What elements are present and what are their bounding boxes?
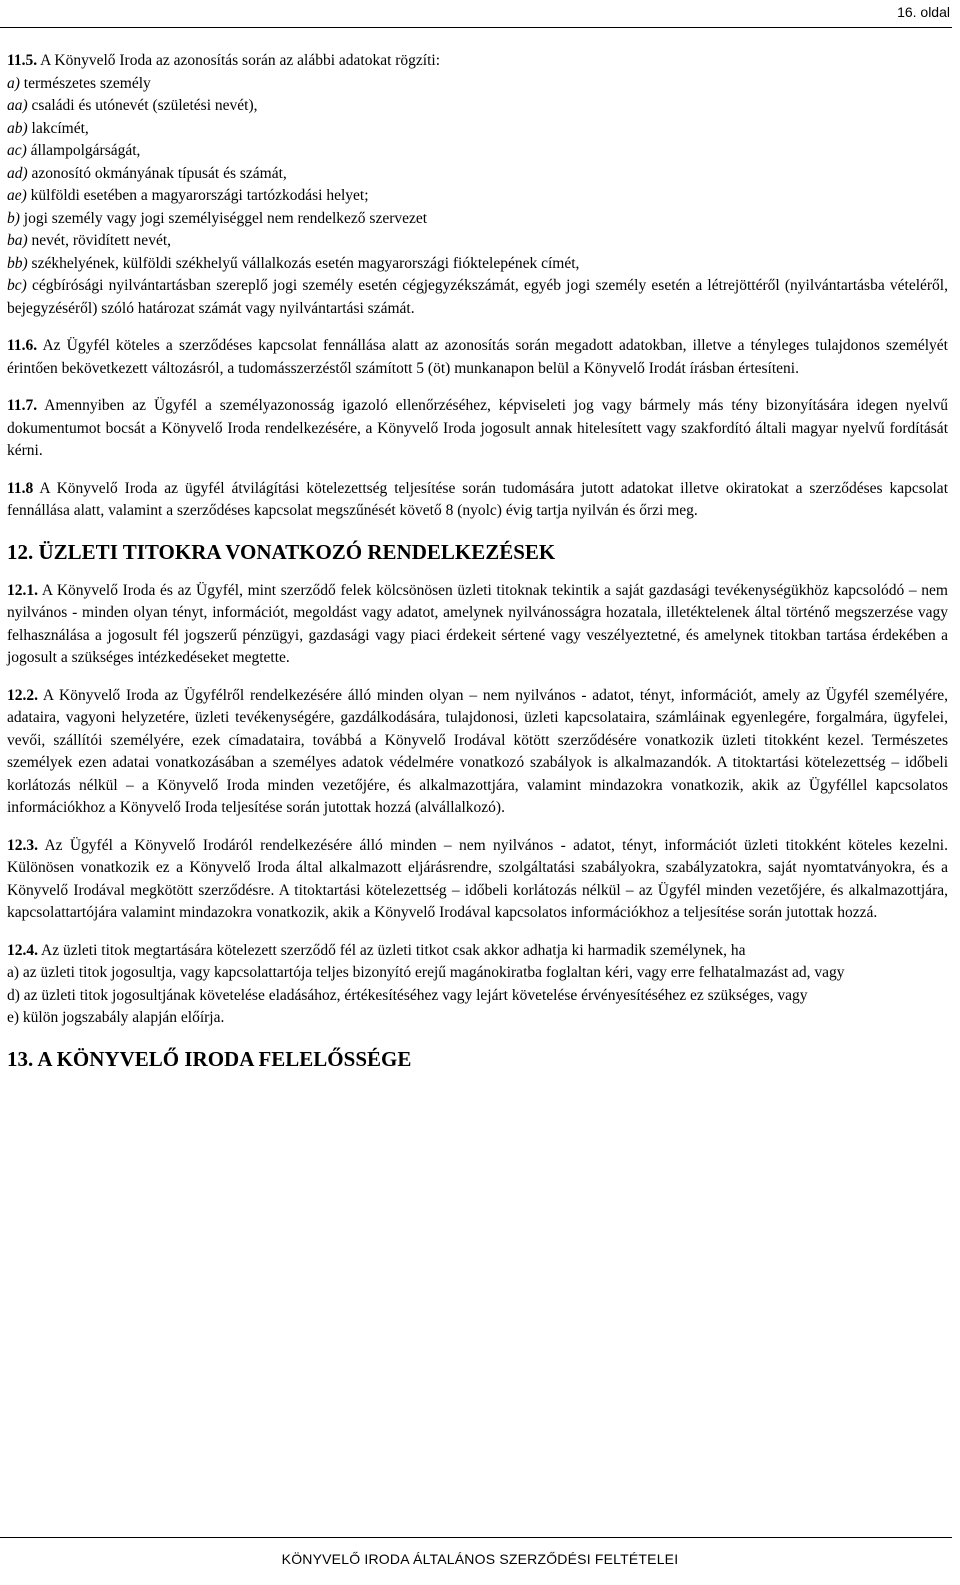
section-12-4 — [7, 940, 948, 1030]
item-text: azonosító okmányának típusát és számát, — [27, 164, 287, 182]
list-item — [7, 163, 948, 186]
footer-title: KÖNYVELŐ IRODA ÁLTALÁNOS SZERZŐDÉSI FELTÉTELEI — [281, 1551, 679, 1567]
item-marker: ae) — [7, 187, 27, 204]
section-number: 11.5. — [7, 52, 38, 69]
item-marker: bb) — [7, 254, 28, 272]
section-number: 12.3. — [7, 836, 38, 854]
section-11-7 — [7, 395, 948, 463]
list-item — [7, 140, 948, 163]
footer-rule — [0, 1537, 952, 1538]
section-text: A Könyvelő Iroda az Ügyfélről rendelkezésére álló minden olyan – nem nyilvános - adatot, tényt, információt, amely az Ügyfél személyére, adataira, vagyoni helyzetére, üzleti tevékenységére, gazdálkodására, tulajdonosi, üzleti kapcsolataira, számláinak egyenlegére, forgalmára, ügyfelei, vevői, szállítói személyére, ezek címadataira, továbbá a Könyvelő Irodával kötött szerződésére vonatkozik üzleti titokként kezel. Természetes személyek ezen adatai vonatkozásában a személyes adatok védelmére vonatkozó szabályok is alkalmazandók. A titoktartási kötelezettség – időbeli korlátozás nélkül – a Könyvelő Iroda minden vezetőjére, és alkalmazottjára, valamint mindazokra vonatkozik, akik az Ügyféllel kapcsolatos információkhoz a Könyvelő Iroda teljesítése során jutottak hozzá (alvállalkozó). — [7, 686, 948, 816]
list-item — [7, 208, 948, 231]
item-text: természetes személy — [19, 74, 151, 92]
list-item — [7, 275, 948, 320]
section-11-5 — [7, 50, 948, 320]
item-text: jogi személy vagy jogi személyiséggel nem rendelkező szervezet — [19, 209, 428, 227]
item-marker: a) — [7, 74, 20, 92]
list-item — [7, 185, 948, 208]
section-11-5-intro — [7, 50, 948, 73]
list-item: a) az üzleti titok jogosultja, vagy kapcsolattartója teljes bizonyító erejű magánokiratba foglaltan kéri, vagy erre felhatalmazást ad, vagy — [7, 964, 845, 981]
section-text: A Könyvelő Iroda az ügyfél átvilágítási kötelezettség teljesítése során tudomására jutott adatokat illetve okiratokat a szerződéses kapcsolat fennállása alatt, valamint a szerződéses kapcsolat megszűnését követő 8 (nyolc) évig tartja nyilván és őrzi meg. — [7, 479, 948, 519]
item-text: nevét, rövidített nevét, — [27, 232, 172, 249]
section-text: Az Ügyfél a Könyvelő Irodáról rendelkezésére álló minden – nem nyilvános - adatot, tényt, információt üzleti titokként köteles kezelni. Különösen vonatkozik ez a Könyvelő Iroda által alkalmazott eljárásrendre, szolgáltatási szabályokra, szabályzatokra, saját nyomtatványokra, és a Könyvelő Irodával megkötött szerződésre. A titoktartási kötelezettség – időbeli korlátozás nélkül – az Ügyfél minden vezetőjére, és alkalmazottjára, kapcsolattartójára valamint mindazokra vonatkozik, akik a Könyvelő Irodával kapcsolatos információkhoz a teljesítése során jutottak hozzá. — [7, 836, 948, 921]
item-text: külföldi esetében a magyarországi tartózkodási helyet; — [26, 187, 369, 204]
section-11-8 — [7, 478, 948, 523]
list-item: d) az üzleti titok jogosultjának követelése eladásához, értékesítéséhez vagy lejárt követelése érvényesítéséhez ez szükséges, vagy — [7, 986, 808, 1004]
item-text: lakcímét, — [27, 119, 89, 137]
section-12-4-intro — [7, 940, 948, 963]
section-12-3 — [7, 835, 948, 925]
section-12-2 — [7, 685, 948, 820]
list-item — [7, 95, 948, 118]
section-12-1 — [7, 580, 948, 670]
heading-section-12: 12. ÜZLETI TITOKRA VONATKOZÓ RENDELKEZÉSEK — [7, 539, 556, 564]
list-item — [7, 118, 948, 141]
section-text: Amennyiben az Ügyfél a személyazonosság igazoló ellenőrzéséhez, képviseleti jog vagy bármely más tény bizonyítására idegen nyelvű dokumentumot bocsát a Könyvelő Iroda rendelkezésére, a Könyvelő Iroda jogosult annak hitelesített vagy szakfordító általi magyar nyelvű fordítását kérni. — [7, 397, 948, 459]
item-text: cégbírósági nyilvántartásban szereplő jogi személy esetén cégjegyzékszámát, egyéb jogi személy esetén a létrejöttéről (nyilvántartásba vételéről, bejegyzéséről) szóló határozat számát vagy nyilvántartási számát. — [7, 277, 948, 317]
item-marker: b) — [7, 209, 20, 227]
item-text: székhelyének, külföldi székhelyű vállalkozás esetén magyarországi fióktelepének címét, — [27, 254, 580, 272]
list-item: e) külön jogszabály alapján előírja. — [7, 1009, 225, 1026]
item-marker: ac) — [7, 142, 27, 159]
item-marker: aa) — [7, 97, 28, 114]
document-body — [7, 50, 948, 1087]
item-marker: ad) — [7, 164, 28, 182]
section-text: A Könyvelő Iroda és az Ügyfél, mint szerződő felek kölcsönösen üzleti titoknak tekintik a saját gazdasági tevékenységükhöz kapcsolódó – nem nyilvános - minden olyan tényt, információt, megoldást vagy adatot, amelynek nyilvánosságra hozatala, illetéktelenek által történő megszerzése vagy felhasználása a jogosult fél jogszerű pénzügyi, gazdasági vagy piaci érdekeit sértené vagy veszélyeztetné, és amelynek titokban tartása érdekében a jogosult a szükséges intézkedéseket megtette. — [7, 581, 948, 666]
item-marker: ab) — [7, 119, 28, 137]
section-number: 12.4. — [7, 941, 38, 959]
section-text: A Könyvelő Iroda az azonosítás során az alábbi adatokat rögzíti: — [37, 52, 441, 69]
section-number: 11.7. — [7, 397, 38, 414]
section-number: 11.8 — [7, 479, 34, 497]
section-text: Az üzleti titok megtartására kötelezett szerződő fél az üzleti titkot csak akkor adhatja ki harmadik személynek, ha — [38, 941, 746, 959]
list-item — [7, 253, 948, 276]
item-text: állampolgárságát, — [26, 142, 141, 159]
item-marker: bc) — [7, 277, 27, 294]
list-item — [7, 73, 948, 96]
section-number: 12.2. — [7, 686, 38, 704]
header-rule — [0, 27, 952, 28]
page-number: 16. oldal — [897, 4, 950, 20]
section-number: 12.1. — [7, 581, 38, 599]
item-marker: ba) — [7, 232, 28, 249]
section-text: Az Ügyfél köteles a szerződéses kapcsolat fennállása alatt az azonosítás során megadott adatokban, illetve a tényleges tulajdonos személyét érintően bekövetkezett változásról, a tudomásszerzéstől számított 5 (öt) munkanapon belül a Könyvelő Irodát írásban értesíteni. — [7, 337, 948, 377]
list-item — [7, 230, 948, 253]
item-text: családi és utónevét (születési nevét), — [27, 97, 258, 114]
section-number: 11.6. — [7, 337, 38, 354]
heading-section-13: 13. A KÖNYVELŐ IRODA FELELŐSSÉGE — [7, 1046, 412, 1071]
section-11-6 — [7, 335, 948, 380]
